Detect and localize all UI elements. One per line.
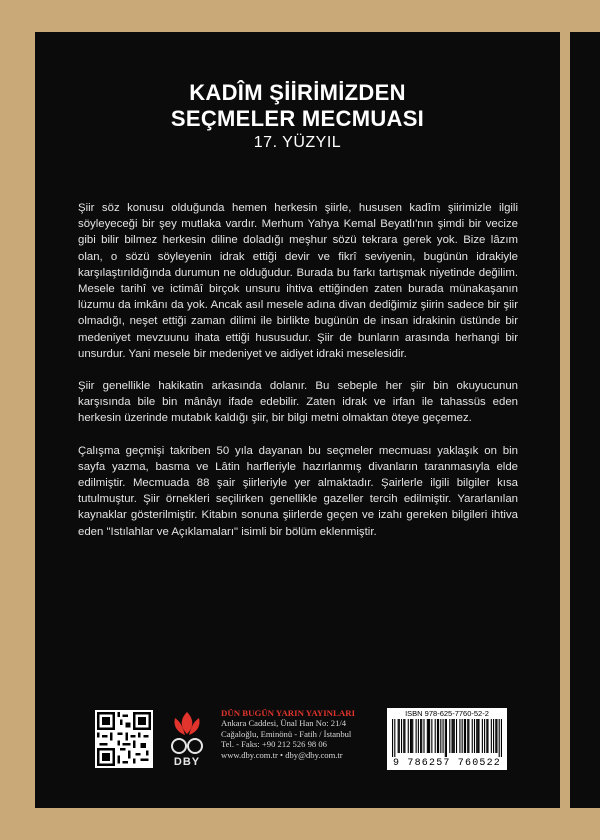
publisher-web: www.dby.com.tr • dby@dby.com.tr — [221, 749, 343, 760]
publisher-address-2: Cağaloğlu, Eminönü - Fatih / İstanbul — [221, 728, 352, 739]
qr-code — [95, 710, 153, 768]
publisher-info — [221, 708, 381, 760]
blurb — [78, 200, 518, 556]
logo-text: DBY — [173, 756, 201, 768]
blurb-paragraph-3: Çalışma geçmişi takriben 50 yıla dayanan bu seçmeler mecmuası yaklaşık on bin sayfa yazma, basma ve Lâtin harfleriyle hazırlanmış divanların taranmasıyla elde edilmiştir. Mecmuada 88 şair şiirleriyle yer almaktadır. Şairlerle ilgili bilgiler kısa tutulmuştur. Şiir örnekleri seçilirken genellikle gazeller tercih edilmiştir. Yararlanılan kaynaklar gösterilmiştir. Kitabın sonuna şiirlerde geçen ve izahı gereken bilgileri ihtiva eden "Istılahlar ve Açıklamaları" isimli bir bölüm eklenmiştir. — [78, 444, 518, 538]
back-cover — [35, 32, 560, 808]
footer — [35, 704, 560, 774]
blurb-paragraph-1: Şiir söz konusu olduğunda hemen herkesin şiirle, hususen kadîm şiirimizle ilgili söyleyeceği bir şey mutlaka vardır. Merhum Yahya Kemal Beyatlı'nın şimdi bir vecize gibi bilir bilmez herkesin diline doladığı meşhur sözü tekrara gerek yok. Bize lâzım olan, o sözü söyleyenin idrak ettiği devir ve fikrî seviyenin, bugünün idrakiyle karşılaştırıldığında durumun ne olduğudur. Burada bu farkı tartışmak niyetinde değilim. Mesele tarihî ve ictimâî birçok unsuru ihtiva ettiğinden zaten burada münakaşanın lüzumu da imkânı da yok. Ancak asıl mesele adına divan dediğimiz şiirin sadece bir şiir olmadığı, neşet ettiği zaman dilimi ile birlikte bugünün de insan idrakinin üstünde bir medeniyet mevzuunu ihata ettiği hususudur. Şiir de bunların arasında herhangi bir unsurdur. Yani mesele bir medeniyet ve aidiyet idraki meselesidir. — [78, 202, 518, 360]
isbn-label: ISBN 978-625-7760-52-2 — [405, 709, 489, 718]
publisher-phone: Tel. - Faks: +90 212 526 98 06 — [221, 739, 327, 750]
spine-edge — [570, 32, 600, 808]
book-subtitle: 17. YÜZYIL — [253, 134, 342, 151]
blurb-paragraph-2: Şiir genellikle hakikatin arkasında dolanır. Bu sebeple her şiir bin okuyucunun karşısında bile bin mânâyı ifade edebilir. Zaten idrak ve irfan ile tahassüs eden herkesin üzerinde mutabık kaldığı şiir, bir bilgi metni olmaktan öteye geçemez. — [78, 380, 518, 425]
isbn-digits: 9 786257 760522 — [392, 758, 501, 769]
publisher-logo — [161, 708, 213, 770]
publisher-address-1: Ankara Caddesi, Ünal Han No: 21/4 — [221, 718, 347, 729]
publisher-name: DÜN BUGÜN YARIN YAYINLARI — [221, 708, 356, 718]
barcode-icon — [392, 719, 502, 757]
title-line-1: KADÎM ŞİİRİMİZDEN — [189, 80, 406, 105]
book-title — [35, 80, 560, 132]
title-line-2: SEÇMELER MECMUASI — [170, 106, 425, 131]
isbn-barcode — [387, 708, 507, 770]
qr-code-icon — [97, 712, 151, 766]
